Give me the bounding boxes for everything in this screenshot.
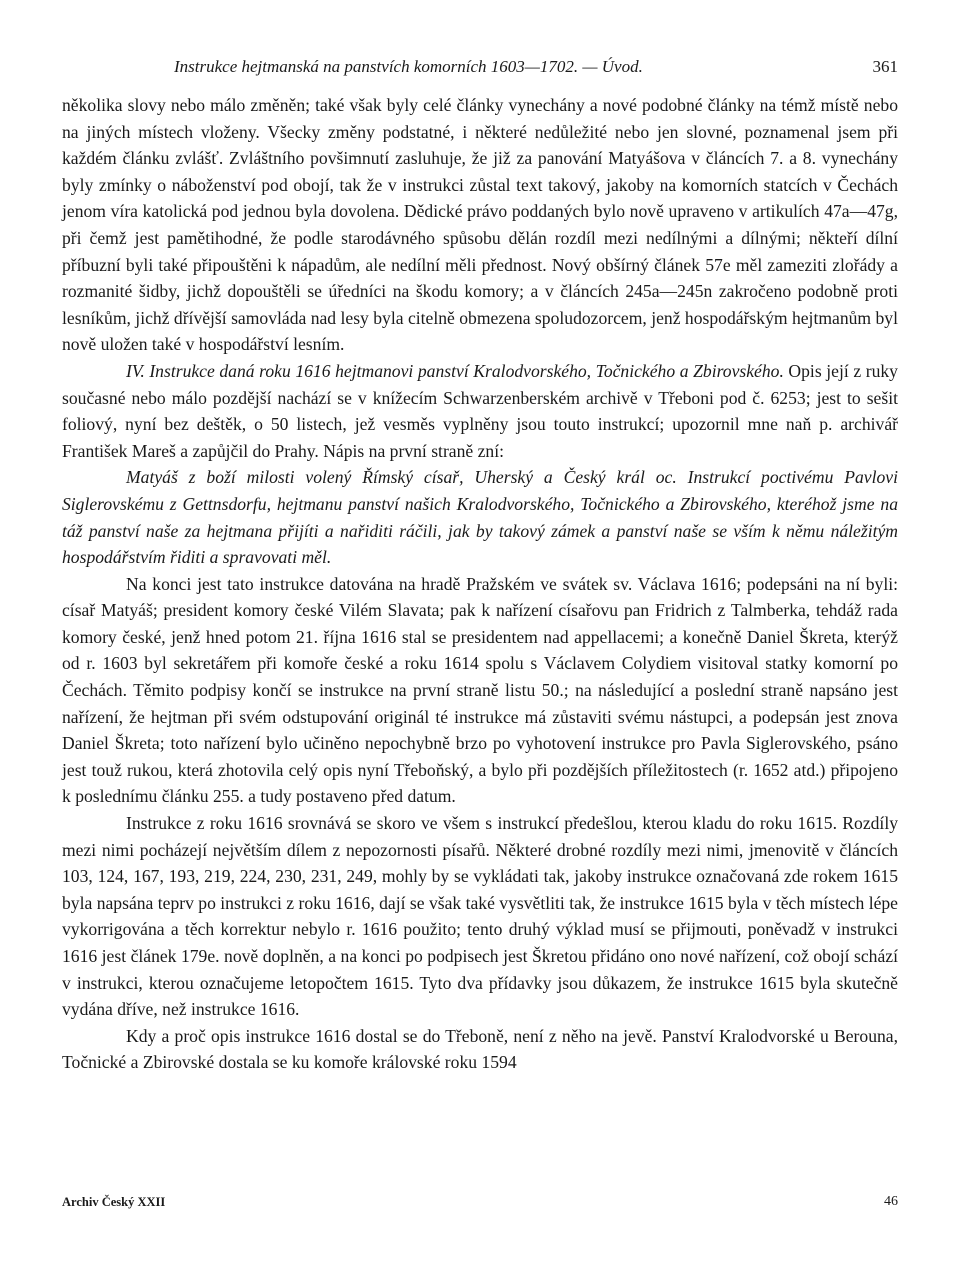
running-title: Instrukce hejtmanská na panstvích komorních 1603—1702. — Úvod. (174, 57, 643, 76)
document-page (62, 52, 898, 1252)
paragraph-4: Instrukce z roku 1616 srovnává se skoro ve všem s instrukcí předešlou, kterou kladu do roku 1615. Rozdíly mezi nimi pocházejí největším dílem z nepozornosti písařů. Některé drobné rozdíly mezi nimi, jmenovitě v článcích 103, 124, 167, 193, 219, 224, 230, 231, 249, mohly by se vykládati tak, jakoby instrukce označovaná zde rokem 1615 byla napsána teprv po instrukci z roku 1616, dají se však také vysvětliti tak, že instrukce 1615 byla v těch místech lépe vykorrigována a těch korrektur nebylo r. 1616 použito; tento druhý výklad musí se přijmouti, poněvadž v instrukci 1616 jest článek 179e. nově doplněn, a na konci po podpisech jest Škretou přidáno ono nové nařízení, což obojí schází v instrukci, kterou označujeme letopočtem 1615. Tyto dva přídavky jsou důkazem, že instrukce 1615 byla skutečně vydána dříve, než instrukce 1616. (62, 813, 898, 1020)
section-heading: IV. Instrukce daná roku 1616 hejtmanovi panství Kralodvorského, Točnického a Zbirovského. (126, 360, 784, 381)
body-text (62, 92, 898, 1076)
paragraph-3: Na konci jest tato instrukce datována na hradě Pražském ve svátek sv. Václava 1616; podepsáni na ní byli: císař Matyáš; president komory české Vilém Slavata; pak k nařízení císařovu pan Fridrich z Talmberka, tehdáž rada komory české, jenž hned potom 21. října 1616 stal se presidentem nad appellacemi; a konečně Daniel Škreta, kterýž od r. 1603 byl sekretářem při komoře české a roku 1614 spolu s Václavem Colydiem visitoval statky komorní po Čechách. Těmito podpisy končí se instrukce na první straně listu 50.; na následující a poslední straně napsáno jest nařízení, že hejtman při svém odstupování originál té instrukce má zůstaviti svému nástupci, a podepsán jest znova Daniel Škreta; toto nařízení bylo učiněno nepochybně brzo po vyhotovení instrukce pro Pavla Siglerovského, psáno jest touž rukou, která zhotovila celý opis nyní Třeboňský, a bylo při pozdějších příležitostech (r. 1652 atd.) připojeno k poslednímu článku 255. a tudy postaveno před datum. (62, 573, 898, 807)
page-footer (62, 1190, 898, 1214)
page-number: 361 (872, 57, 898, 76)
quoted-title: Matyáš z boží milosti volený Římský císař, Uherský a Český král oc. Instrukcí poctivému Pavlovi Siglerovskému z Gettnsdorfu, hejtmanu panství našich Kralodvorského, Točnického a Zbirovského, kteréhož jsme na táž panství naše za hejtmana přijíti a nařiditi ráčili, jak by takový zámek a panství naše se vším k němu náležitým hospodářstvím řiditi a spravovati měl. (62, 467, 898, 568)
signature-mark: Archiv Český XXII (62, 1195, 166, 1209)
running-head (62, 52, 898, 82)
paragraph-5: Kdy a proč opis instrukce 1616 dostal se do Třeboně, není z něho na jevě. Panství Kralodvorské u Berouna, Točnické a Zbirovské dostala se ku komoře královské roku 1594 (62, 1025, 898, 1073)
sheet-number: 46 (884, 1194, 898, 1209)
paragraph-1: několika slovy nebo málo změněn; také však byly celé články vynechány a nové podobné články na témž místě nebo na jiných místech vloženy. Všecky změny podstatné, i některé nedůležité nebo jen slovné, poznamenal jsem při každém článku zvlášť. Zvláštního povšimnutí zasluhuje, že již za panování Matyášova v článcích 7. a 8. vynechány byly zmínky o náboženství pod obojí, tak že v instrukci zůstal text takový, jakoby na komorních statcích v Čechách jenom víra katolická pod jednou byla dovolena. Dědické právo poddaných bylo nově upraveno v artikulích 47a—47g, při čemž jest pamětihodné, že podle starodávného spůsobu dělán rozdíl mezi nedílnými a dílnými; někteří dílní příbuzní byli také připouštěni k nápadům, ale nedílní měli přednost. Nový obšírný článek 57e měl zameziti zlořády a rozmanité šidby, jichž dopouštěli se úředníci na škodu komory; a v článcích 245a—245n zakročeno podobně proti lesníkům, jichž dřívější samovláda nad lesy byla citelně obmezena spoludozorcem, jenž hospodářským hejtmanům byl nově uložen také v hospodářství lesním. (62, 95, 898, 355)
paragraph-2 (62, 358, 898, 464)
paragraph-2-text: Opis její z ruky současné nebo málo pozdější nachází se v knížecím Schwarzenberském archivě v Třeboni pod č. 6253; jest to sešit foliový, nyní bez deštěk, o 50 listech, jež vesměs vyplněny jsou touto instrukcí; upozornil mne naň p. archivář František Mareš a zapůjčil do Prahy. Nápis na první straně zní: (62, 360, 898, 461)
